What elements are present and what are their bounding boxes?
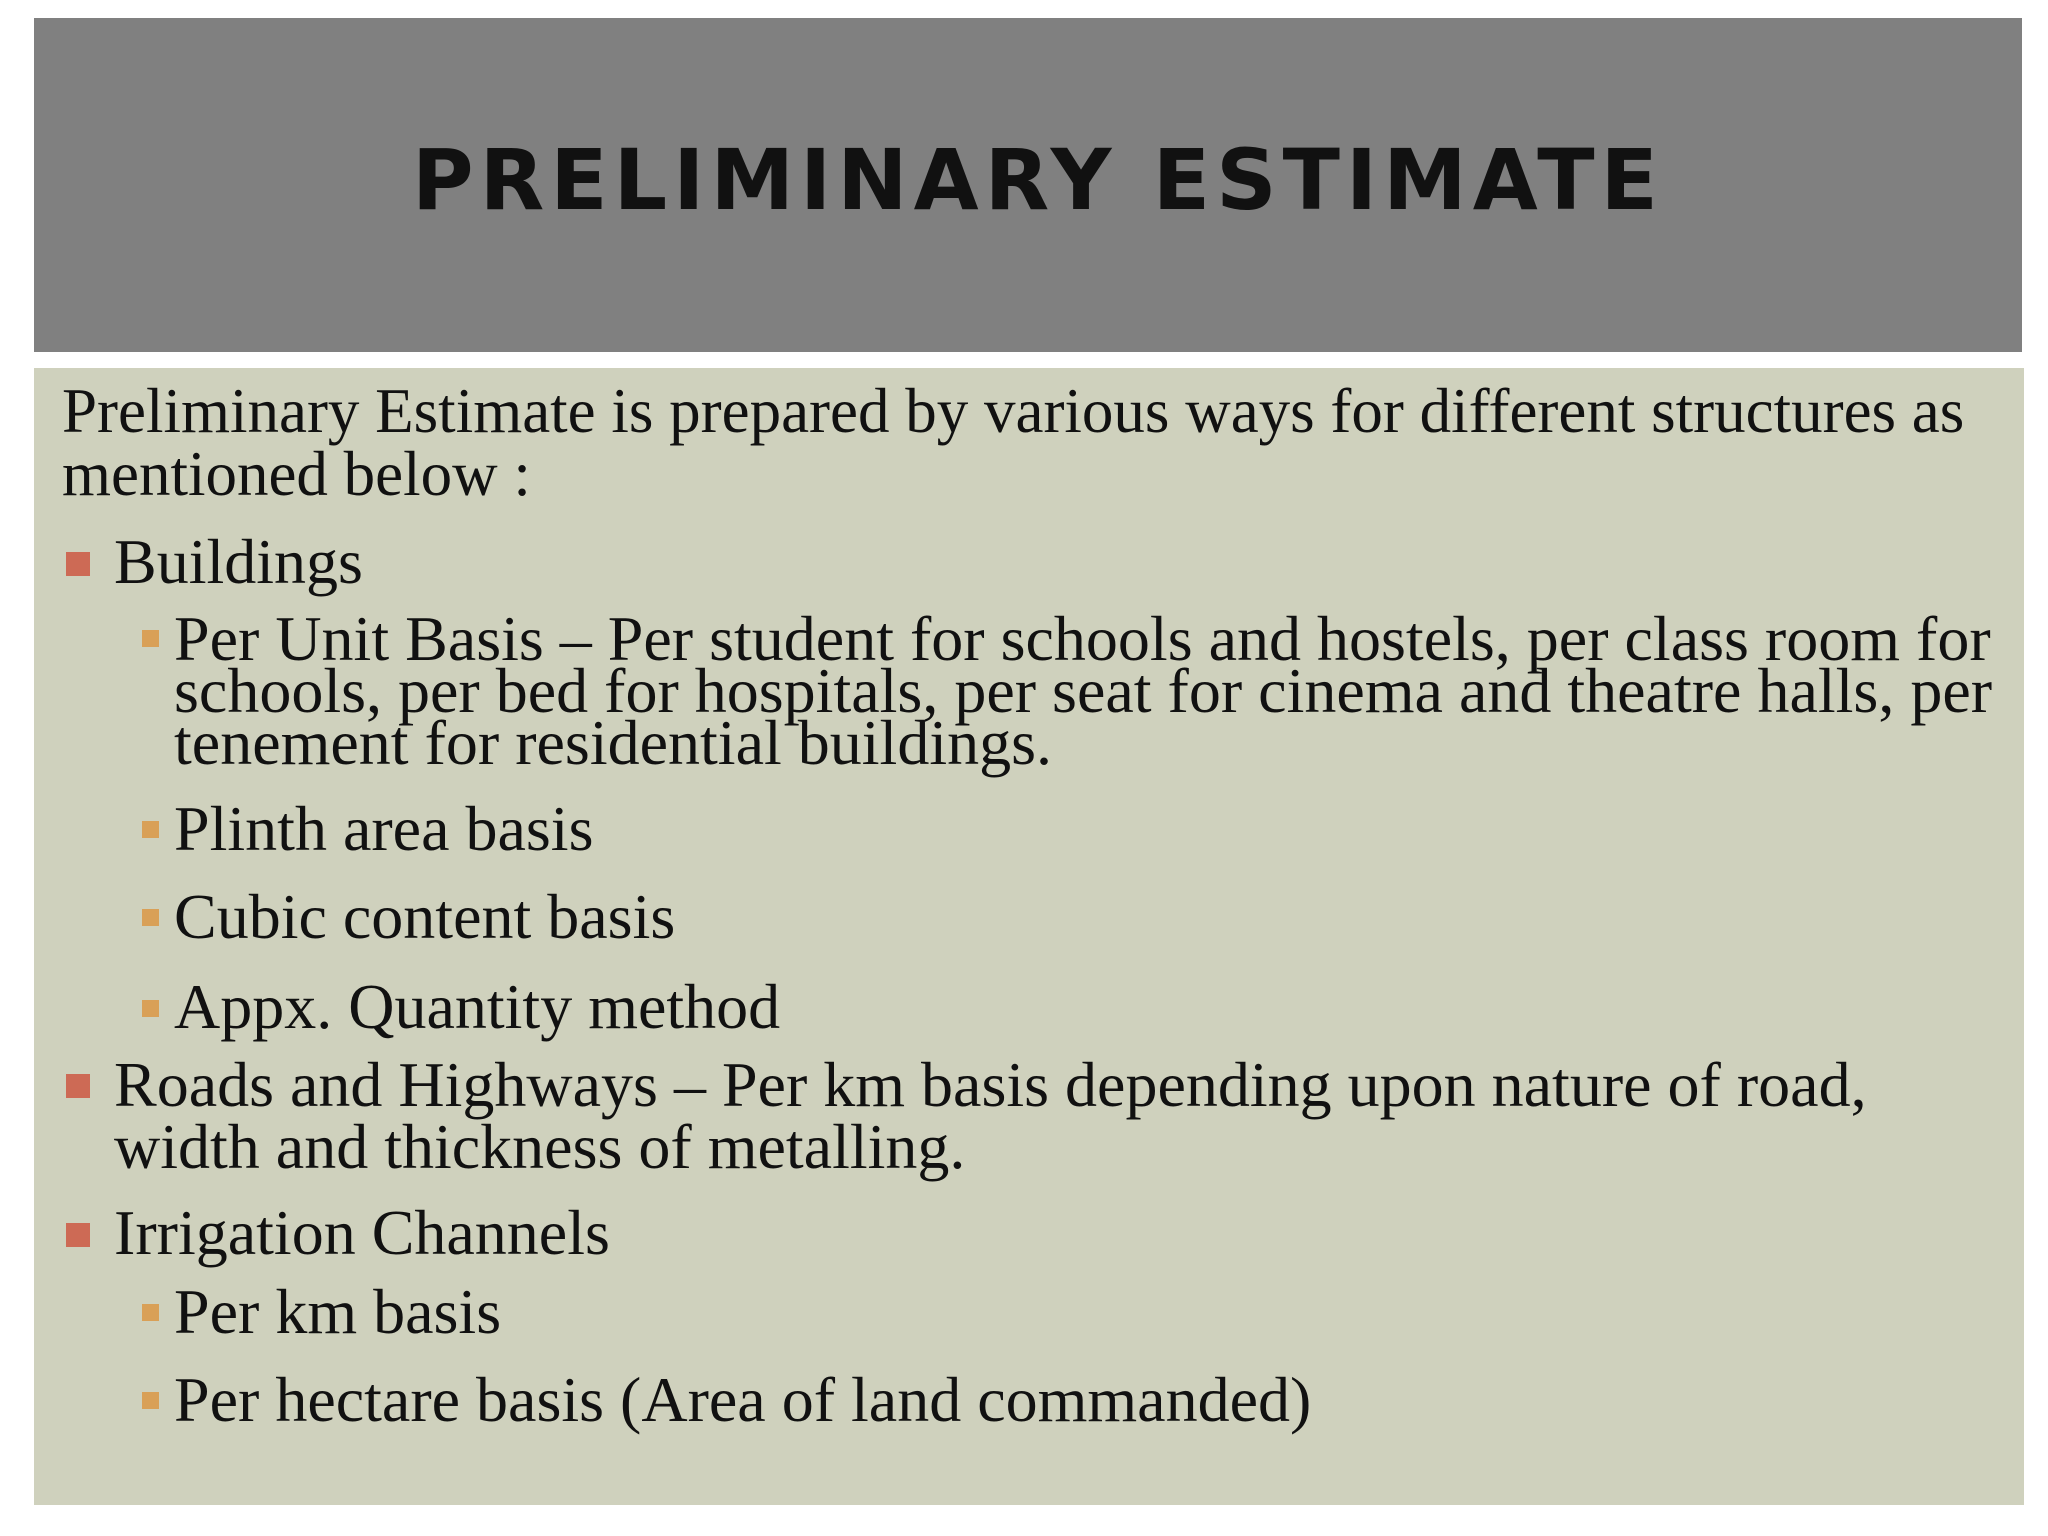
sublist-item-cubic-content: Cubic content basis [174,881,676,952]
sublist-item-per-hectare: Per hectare basis (Area of land commanded) [174,1364,1312,1435]
slide-title: PRELIMINARY ESTIMATE [412,131,1664,229]
list-item-roads-highways: Roads and Highways – Per km basis depending upon nature of road, width and thickness of metalling. [114,1049,1867,1182]
bullet-square-icon [142,909,159,926]
bullet-square-icon [66,1074,90,1098]
bullet-square-icon [66,1223,90,1247]
sublist-item-per-km: Per km basis [174,1276,502,1347]
title-band [34,18,2022,352]
sublist-item-per-unit-basis: Per Unit Basis – Per student for schools and hostels, per class room for schools, per bed for hospitals, per seat for cinema and theatre halls, per tenement for residential buildings. [174,603,1993,778]
intro-paragraph: Preliminary Estimate is prepared by various ways for different structures as mentioned below : [62,376,1965,509]
content-panel [34,368,2024,1505]
list-item-irrigation-channels: Irrigation Channels [114,1197,610,1268]
bullet-square-icon [142,821,159,838]
sublist-item-appx-quantity: Appx. Quantity method [174,971,781,1042]
bullet-square-icon [142,630,159,647]
bullet-square-icon [66,552,90,576]
list-item-buildings: Buildings [114,526,363,597]
bullet-square-icon [142,1304,159,1321]
sublist-item-plinth-area: Plinth area basis [174,793,594,864]
bullet-square-icon [142,1000,159,1017]
bullet-square-icon [142,1392,159,1409]
